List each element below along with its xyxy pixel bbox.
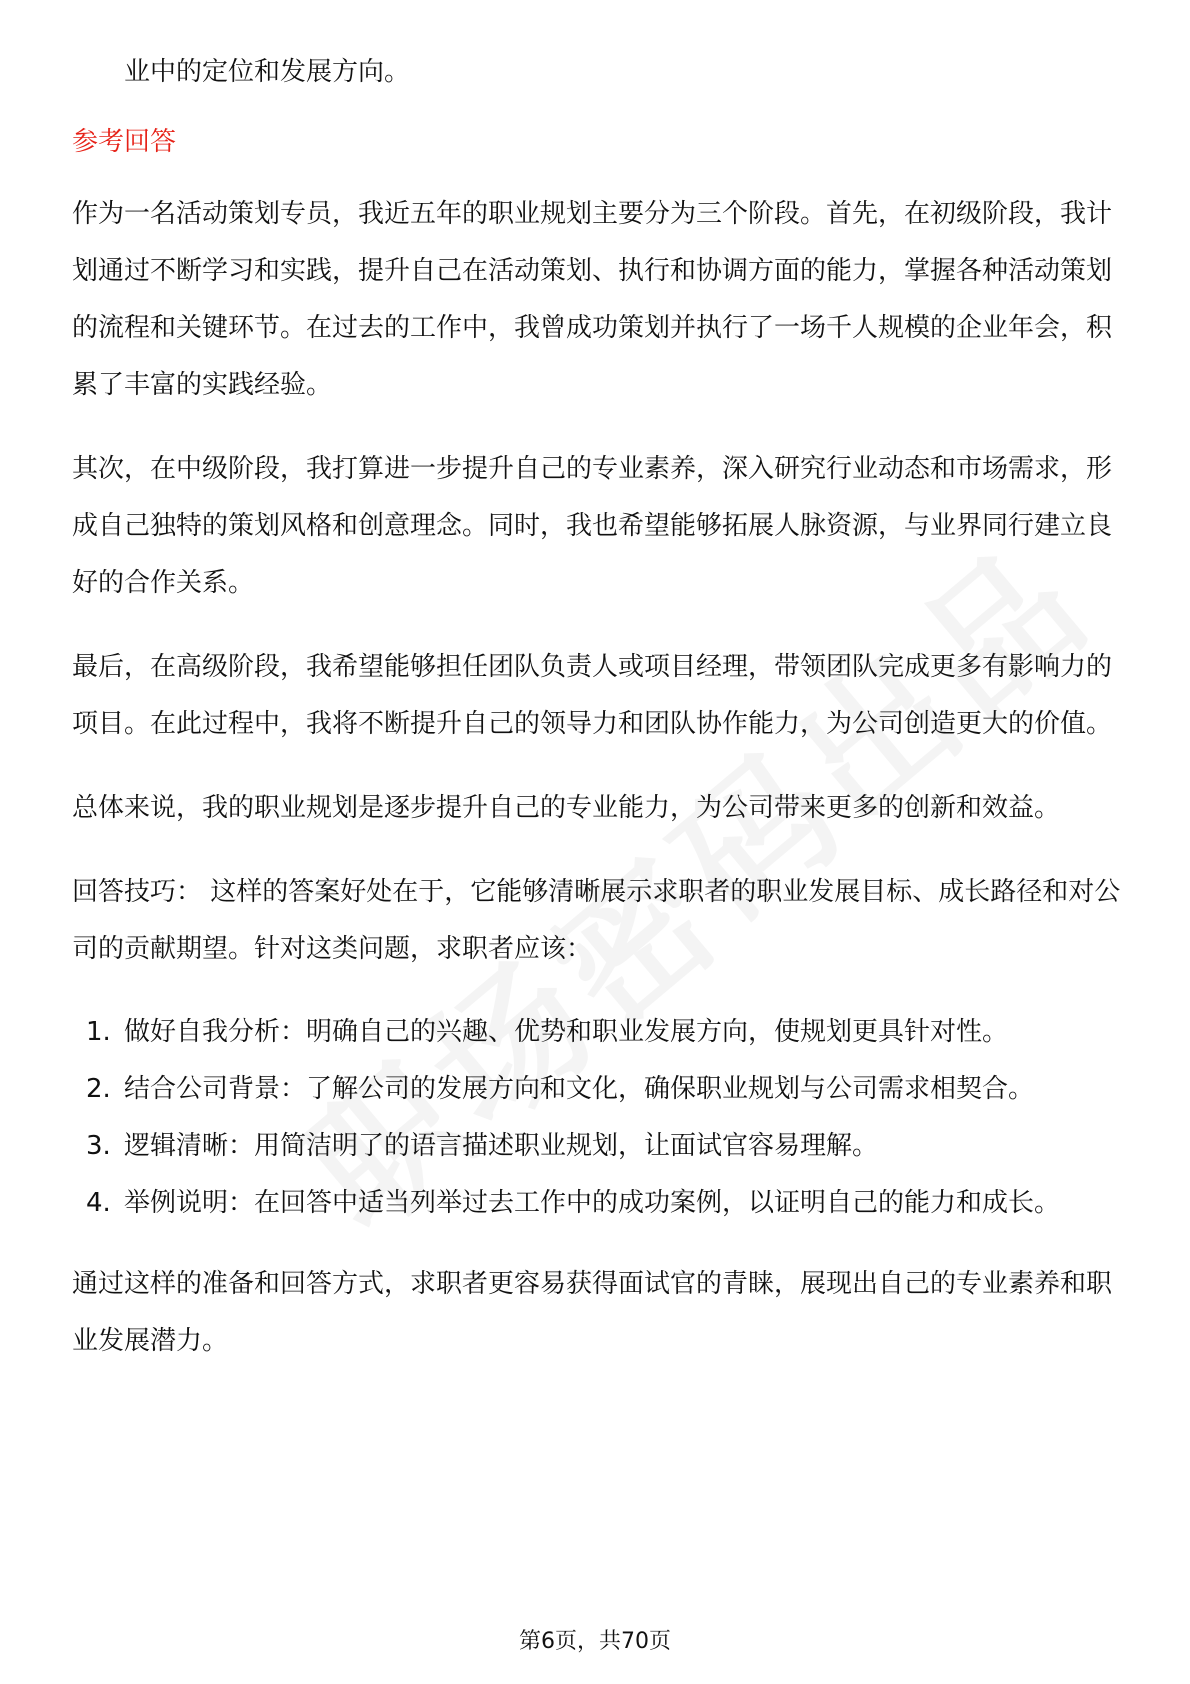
continuation-line: 业中的定位和发展方向。 (124, 57, 411, 87)
section-title: 参考回答 (72, 127, 177, 157)
list-item-number: 4. (86, 1188, 111, 1218)
paragraph-2: 其次，在中级阶段，我打算进一步提升自己的专业素养，深入研究行业动态和市场需求，形成自己独特的策划风格和创意理念。同时，我也希望能够拓展人脉资源，与业界同行建立良好的合作关系。 (72, 454, 1113, 598)
list-item-text: 举例说明：在回答中适当列举过去工作中的成功案例，以证明自己的能力和成长。 (124, 1188, 1061, 1218)
list-item-text: 做好自我分析：明确自己的兴趣、优势和职业发展方向，使规划更具针对性。 (124, 1017, 1009, 1047)
paragraph-tips-intro: 回答技巧： 这样的答案好处在于，它能够清晰展示求职者的职业发展目标、成长路径和对公司的贡献期望。针对这类问题，求职者应该： (72, 877, 1121, 964)
paragraph-3: 最后，在高级阶段，我希望能够担任团队负责人或项目经理，带领团队完成更多有影响力的项目。在此过程中，我将不断提升自己的领导力和团队协作能力，为公司创造更大的价值。 (72, 652, 1113, 739)
list-item (72, 1004, 1132, 1061)
list-item (72, 1061, 1132, 1118)
list-item-number: 1. (86, 1017, 111, 1047)
list-item-text: 结合公司背景：了解公司的发展方向和文化，确保职业规划与公司需求相契合。 (124, 1074, 1035, 1104)
page-content (72, 44, 1132, 1370)
list-item-number: 2. (86, 1074, 111, 1104)
tips-list (72, 1004, 1132, 1232)
closing-paragraph: 通过这样的准备和回答方式，求职者更容易获得面试官的青睐，展现出自己的专业素养和职业发展潜力。 (72, 1269, 1113, 1356)
list-item-number: 3. (86, 1131, 111, 1161)
list-item (72, 1175, 1132, 1232)
list-item (72, 1118, 1132, 1175)
list-item-text: 逻辑清晰：用简洁明了的语言描述职业规划，让面试官容易理解。 (124, 1131, 879, 1161)
page-number-footer: 第6页，共70页 (519, 1629, 671, 1654)
paragraph-1: 作为一名活动策划专员，我近五年的职业规划主要分为三个阶段。首先，在初级阶段，我计划通过不断学习和实践，提升自己在活动策划、执行和协调方面的能力，掌握各种活动策划的流程和关键环节。在过去的工作中，我曾成功策划并执行了一场千人规模的企业年会，积累了丰富的实践经验。 (72, 199, 1113, 400)
paragraph-4: 总体来说，我的职业规划是逐步提升自己的专业能力，为公司带来更多的创新和效益。 (72, 793, 1061, 823)
